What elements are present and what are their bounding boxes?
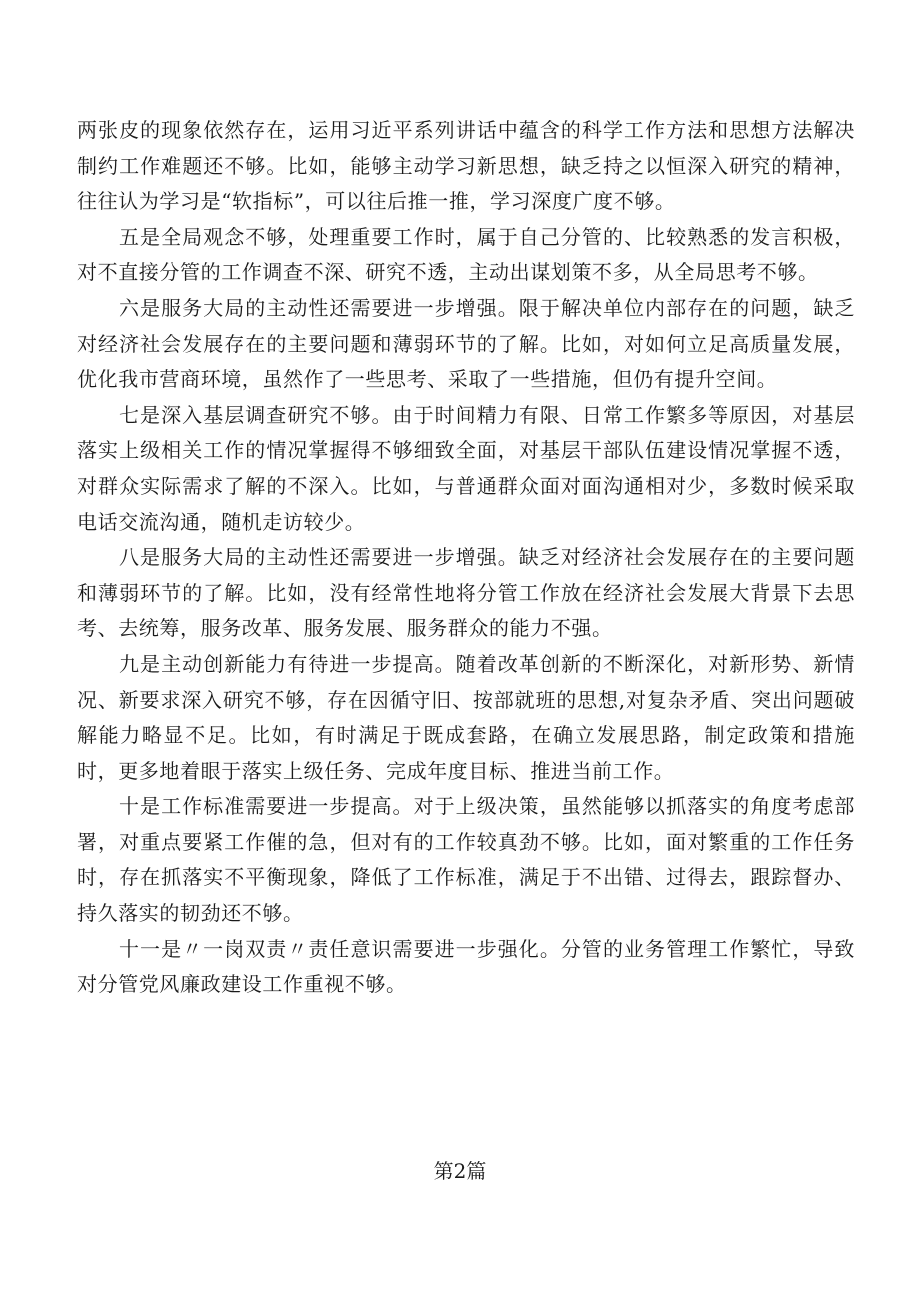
paragraph-item-9: 九是主动创新能力有待进一步提高。随着改革创新的不断深化，对新形势、新情况、新要求深入研究不够，存在因循守旧、按部就班的思想,对复杂矛盾、突出问题破解能力略显不足。比如，有时满足于既成套路，在确立发展思路，制定政策和措施时，更多地着眼于落实上级任务、完成年度目标、推进当前工作。 — [77, 651, 855, 783]
section-heading: 第2篇 — [433, 1159, 487, 1183]
document-body — [77, 113, 855, 1003]
paragraph-item-5: 五是全局观念不够，处理重要工作时，属于自己分管的、比较熟悉的发言积极，对不直接分管的工作调查不深、研究不透，主动出谋划策不多，从全局思考不够。 — [77, 224, 855, 285]
paragraph-item-6: 六是服务大局的主动性还需要进一步增强。限于解决单位内部存在的问题，缺乏对经济社会发展存在的主要问题和薄弱环节的了解。比如，对如何立足高质量发展，优化我市营商环境，虽然作了一些思考、采取了一些措施，但仍有提升空间。 — [77, 295, 855, 392]
paragraph-continuation: 两张皮的现象依然存在，运用习近平系列讲话中蕴含的科学工作方法和思想方法解决制约工作难题还不够。比如，能够主动学习新思想，缺乏持之以恒深入研究的精神，往往认为学习是“软指标”，可以往后推一推，学习深度广度不够。 — [77, 118, 855, 214]
paragraph-item-7: 七是深入基层调查研究不够。由于时间精力有限、日常工作繁多等原因，对基层落实上级相关工作的情况掌握得不够细致全面，对基层干部队伍建设情况掌握不透，对群众实际需求了解的不深入。比如，与普通群众面对面沟通相对少，多数时候采取电话交流沟通，随机走访较少。 — [77, 402, 855, 534]
paragraph-item-11: 十一是〃一岗双责〃责任意识需要进一步强化。分管的业务管理工作繁忙，导致对分管党风廉政建设工作重视不够。 — [77, 936, 855, 997]
paragraph-item-8: 八是服务大局的主动性还需要进一步增强。缺乏对经济社会发展存在的主要问题和薄弱环节的了解。比如，没有经常性地将分管工作放在经济社会发展大背景下去思考、去统筹，服务改革、服务发展、服务群众的能力不强。 — [77, 545, 855, 641]
paragraph-item-10: 十是工作标准需要进一步提高。对于上级决策，虽然能够以抓落实的角度考虑部署，对重点要紧工作催的急，但对有的工作较真劲不够。比如，面对繁重的工作任务时，存在抓落实不平衡现象，降低了工作标准，满足于不出错、过得去，跟踪督办、持久落实的韧劲还不够。 — [77, 794, 855, 926]
